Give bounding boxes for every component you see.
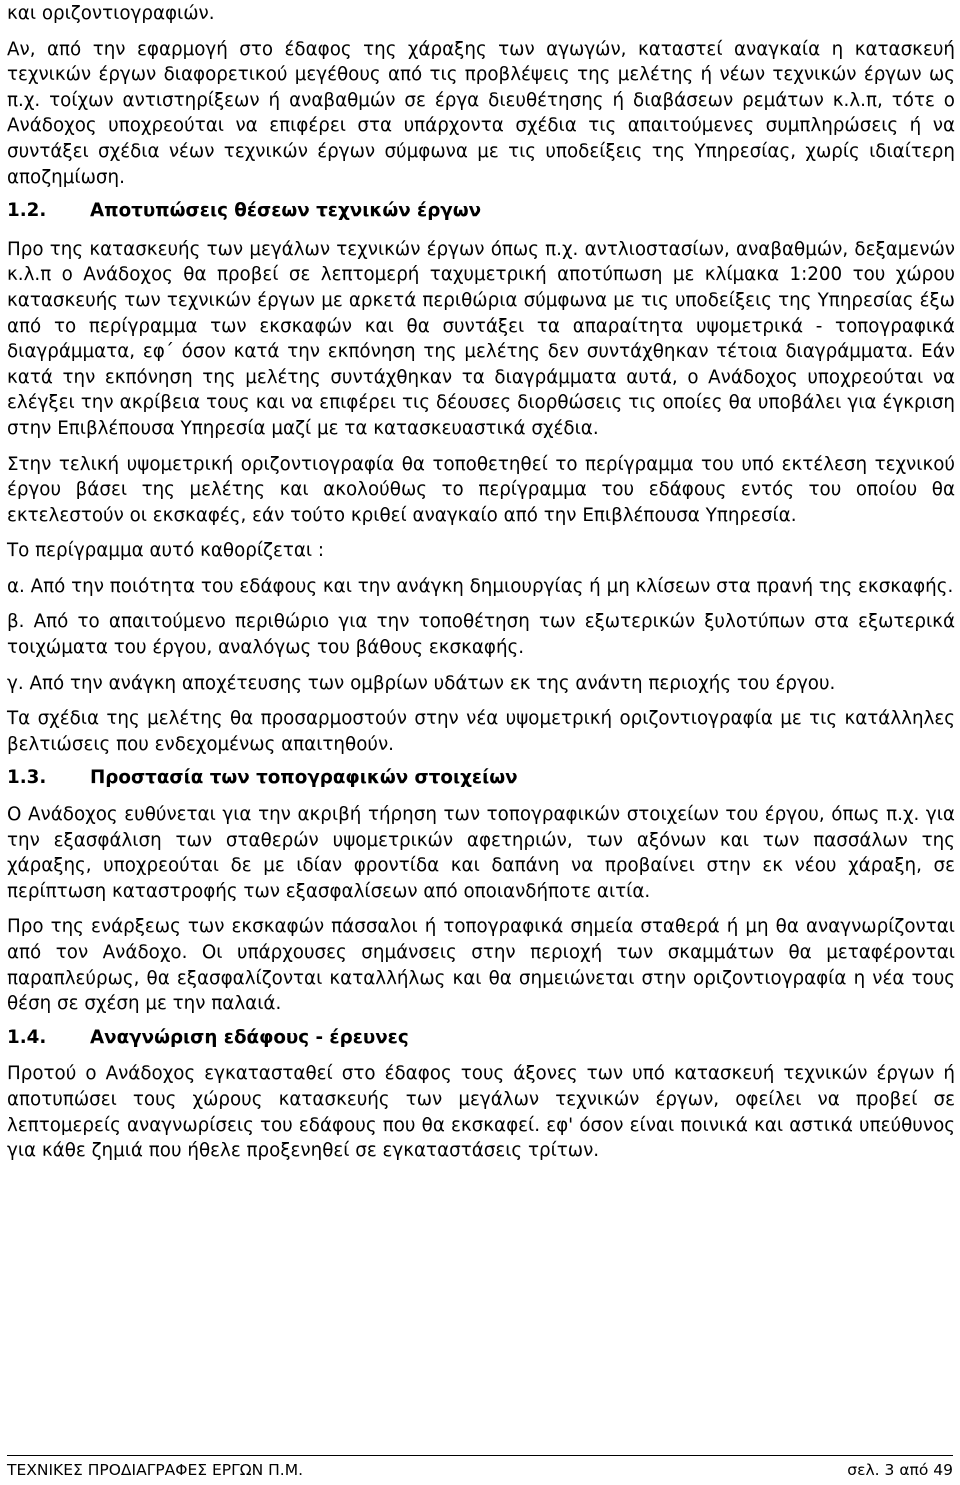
paragraph: Το περίγραμμα αυτό καθορίζεται : <box>7 540 325 562</box>
section-title: Αναγνώριση εδάφους - έρευνες <box>90 1026 409 1048</box>
section-number: 1.2. <box>7 200 47 222</box>
section-heading-1-2 <box>7 198 955 224</box>
footer-document-title: ΤΕΧΝΙΚΕΣ ΠΡΟΔΙΑΓΡΑΦΕΣ ΕΡΓΩΝ Π.Μ. <box>7 1461 304 1479</box>
section-number: 1.4. <box>7 1026 47 1048</box>
paragraph: Στην τελική υψομετρική οριζοντιογραφία θα τοποθετηθεί το περίγραμμα του υπό εκτέλεση τεχνικού έργου βάσει της μελέτης και ακολούθως το περίγραμμα του εδάφους εντός του οποίου θα εκτελεστούν οι εκσκαφές, εάν τούτο κριθεί αναγκαίο από την Επιβλέπουσα Υπηρεσία. <box>7 453 955 526</box>
paragraph: και οριζοντιογραφιών. <box>7 3 215 24</box>
section-number: 1.3. <box>7 767 47 789</box>
section-heading-1-3 <box>7 765 955 791</box>
paragraph: β. Από το απαιτούμενο περιθώριο για την τοποθέτηση των εξωτερικών ξυλοτύπων στα εξωτερικά τοιχώματα του έργου, αναλόγως του βάθους εκσκαφής. <box>7 611 955 659</box>
paragraph: Προτού ο Ανάδοχος εγκατασταθεί στο έδαφος τους άξονες των υπό κατασκευή τεχνικών έργων ή αποτυπώσει τους χώρους κατασκευής των μεγάλων τεχνικών έργων, οφείλει να προβεί σε λεπτομερείς αναγνωρίσεις του εδάφους που θα εκσκαφεί. εφ' όσον είναι ποινικά και αστικά υπεύθυνος για κάθε ζημιά που ήθελε προξενηθεί σε εγκαταστάσεις τρίτων. <box>7 1063 955 1162</box>
section-heading-1-4 <box>7 1025 955 1051</box>
paragraph: Ο Ανάδοχος ευθύνεται για την ακριβή τήρηση των τοπογραφικών στοιχείων του έργου, όπως π.χ. για την εξασφάλιση των σταθερών υψομετρικών αφετηριών, των αξόνων και των πασσάλων της χάραξης, υποχρεούται δε με ιδίαν φροντίδα και δαπάνη να προβαίνει στην εκ νέου χάραξη, σε περίπτωση καταστροφής των εξασφαλίσεων από οποιανδήποτε αιτία. <box>7 804 955 902</box>
document-page <box>7 0 955 1164</box>
page-footer <box>7 1455 953 1484</box>
section-title: Προστασία των τοπογραφικών στοιχείων <box>90 767 518 789</box>
paragraph: Προ της κατασκευής των μεγάλων τεχνικών έργων όπως π.χ. αντλιοστασίων, αναβαθμών, δεξαμενών κ.λ.π ο Ανάδοχος θα προβεί σε λεπτομερή ταχυμετρική αποτύπωση με κλίμακα 1:200 του χώρου κατασκευής των τεχνικών έργων με αρκετά περιθώρια σύμφωνα με τις υποδείξεις της Υπηρεσίας έξω από το περίγραμμα των εκσκαφών και θα συντάξει τα απαραίτητα υψομετρικά - τοπογραφικά διαγράμματα, εφ΄ όσον κατά την εκπόνηση της μελέτης δεν συντάχθηκαν τέτοια διαγράμματα. Εάν κατά την εκπόνηση της μελέτης συντάχθηκαν τα διαγράμματα αυτά, ο Ανάδοχος υποχρεούται να ελέγξει την ακρίβεια τους και να επιφέρει τις δέουσες διορθώσεις τις οποίες θα υποβάλει για έγκριση στην Επιβλέπουσα Υπηρεσία μαζί με τα κατασκευαστικά σχέδια. <box>7 238 955 439</box>
paragraph: α. Από την ποιότητα του εδάφους και την ανάγκη δημιουργίας ή μη κλίσεων στα πρανή της εκσκαφής. <box>7 575 954 597</box>
paragraph: Αν, από την εφαρμογή στο έδαφος της χάραξης των αγωγών, καταστεί αναγκαία η κατασκευή τεχνικών έργων διαφορετικού μεγέθους από τις προβλέψεις της μελέτης ή νέων τεχνικών έργων ως π.χ. τοίχων αντιστηρίξεων ή αναβαθμών σε έργα διευθέτησης ή διαβάσεων ρεμάτων κ.λ.π, τότε ο Ανάδοχος υποχρεούται να επιφέρει στα υπάρχοντα σχέδια τις απαιτούμενες συμπληρώσεις ή να συντάξει σχέδια νέων τεχνικών έργων σύμφωνα με τις υποδείξεις της Υπηρεσίας, χωρίς ιδιαίτερη αποζημίωση. <box>7 38 955 188</box>
section-title: Αποτυπώσεις θέσεων τεχνικών έργων <box>90 200 482 222</box>
paragraph: Προ της ενάρξεως των εκσκαφών πάσσαλοι ή τοπογραφικά σημεία σταθερά ή μη θα αναγνωρίζονται από τον Ανάδοχο. Οι υπάρχουσες σημάνσεις στην περιοχή των σκαμμάτων θα μεταφέρονται παραπλεύρως, θα εξασφαλίζονται καταλλήλως και θα σημειώνεται στην οριζοντιογραφία η νέα τους θέση σε σχέση με την παλαιά. <box>7 916 955 1015</box>
footer-page-number: σελ. 3 από 49 <box>847 1461 953 1479</box>
paragraph: Τα σχέδια της μελέτης θα προσαρμοστούν στην νέα υψομετρική οριζοντιογραφία με τις κατάλληλες βελτιώσεις που ενδεχομένως απαιτηθούν. <box>7 708 955 755</box>
paragraph: γ. Από την ανάγκη αποχέτευσης των ομβρίων υδάτων εκ της ανάντη περιοχής του έργου. <box>7 672 836 694</box>
